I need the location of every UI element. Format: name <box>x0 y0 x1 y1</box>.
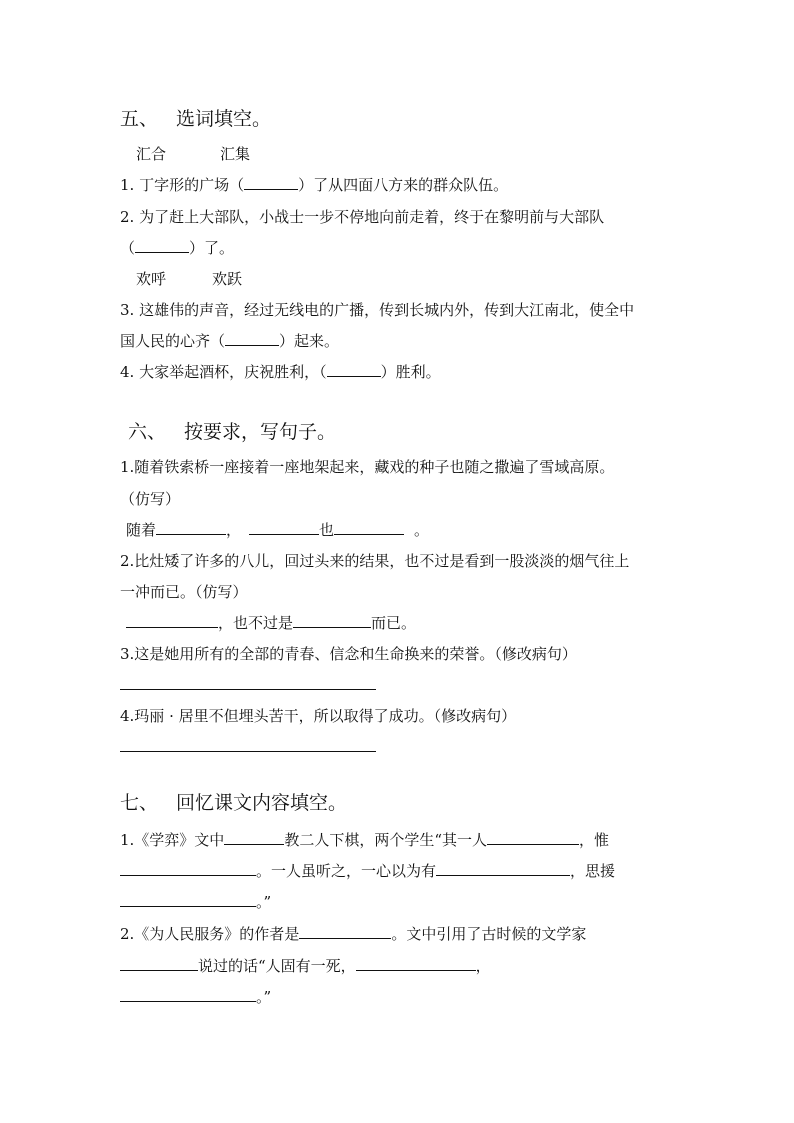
frame-text: 也 <box>319 521 335 539</box>
question-text: ）起来。 <box>279 332 340 350</box>
word-option: 汇合 <box>136 145 167 163</box>
s5-question-3 <box>120 300 634 320</box>
fill-blank[interactable] <box>225 331 279 346</box>
answer-line[interactable] <box>120 689 376 690</box>
section-6-heading <box>128 420 336 444</box>
frame-text: 而已。 <box>371 614 417 632</box>
fill-blank[interactable] <box>120 892 256 907</box>
question-text: 4.玛丽 · 居里不但埋头苦干，所以取得了成功。（修改病句） <box>120 707 517 725</box>
question-text: 2.比灶矮了许多的八儿，回过头来的结果，也不过是看到一股淡淡的烟气往上 <box>120 552 630 570</box>
s7-question-2-end <box>120 987 271 1007</box>
s6-question-4 <box>120 706 516 726</box>
s7-question-2 <box>120 924 586 944</box>
section-6-title: 按要求，写句子。 <box>184 421 337 443</box>
fill-blank[interactable] <box>293 613 371 628</box>
fill-blank[interactable] <box>299 924 391 939</box>
question-text: 4. 大家举起酒杯，庆祝胜利，（ <box>120 363 327 381</box>
question-text: ，惟 <box>578 831 609 849</box>
fill-blank[interactable] <box>120 956 198 971</box>
question-text: 1. 丁字形的广场（ <box>120 176 245 194</box>
section-5-number: 五、 <box>120 108 159 130</box>
question-text: 教二人下棋，两个学生“其一人 <box>284 831 487 849</box>
s6-question-2-cont <box>120 582 248 602</box>
s6-question-2-frame <box>126 613 416 633</box>
s6-question-1-frame <box>126 520 429 540</box>
question-text: 。文中引用了古时候的文学家 <box>391 925 587 943</box>
word-choices-1 <box>136 144 250 164</box>
question-text: ）胜利。 <box>380 363 441 381</box>
question-note: （仿写） <box>120 490 181 508</box>
section-7-heading <box>120 791 347 815</box>
s7-question-1 <box>120 830 609 850</box>
question-text: ， <box>475 957 491 975</box>
section-7-title: 回忆课文内容填空。 <box>176 792 348 814</box>
question-text: ）了。 <box>189 239 235 257</box>
fill-blank[interactable] <box>436 861 570 876</box>
question-text: ）了从四面八方来的群众队伍。 <box>298 176 509 194</box>
section-5-heading <box>120 107 271 131</box>
fill-blank[interactable] <box>356 956 476 971</box>
s6-question-1-note <box>120 489 180 509</box>
fill-blank[interactable] <box>135 238 189 253</box>
s5-question-4 <box>120 362 441 382</box>
word-option: 汇集 <box>220 145 251 163</box>
s7-question-1-end <box>120 892 271 912</box>
word-option: 欢跃 <box>212 270 243 288</box>
fill-blank[interactable] <box>156 520 226 535</box>
frame-text: 随着 <box>126 521 157 539</box>
fill-blank[interactable] <box>126 613 218 628</box>
question-text: 3. 这雄伟的声音，经过无线电的广播，传到长城内外，传到大江南北，使全中 <box>120 301 635 319</box>
frame-text: 。 <box>414 521 430 539</box>
question-text: 。” <box>256 893 272 911</box>
answer-line[interactable] <box>120 751 376 752</box>
question-text: 3.这是她用所有的全部的青春、信念和生命换来的荣誉。（修改病句） <box>120 645 577 663</box>
s6-question-3 <box>120 644 577 664</box>
question-text: 2. 为了赶上大部队，小战士一步不停地向前走着，终于在黎明前与大部队 <box>120 208 605 226</box>
s5-question-1 <box>120 175 508 195</box>
question-text: 国人民的心齐（ <box>120 332 226 350</box>
s5-question-3-cont <box>120 331 339 351</box>
frame-text: ， <box>226 521 242 539</box>
question-text: ，思援 <box>570 862 616 880</box>
fill-blank[interactable] <box>334 520 404 535</box>
section-7-number: 七、 <box>120 792 159 814</box>
question-text: （ <box>120 239 136 257</box>
question-text: 2.《为人民服务》的作者是 <box>120 925 300 943</box>
question-text: 1.随着铁索桥一座接着一座地架起来，藏戏的种子也随之撒遍了雪域高原。 <box>120 458 615 476</box>
s7-question-1-cont <box>120 861 615 881</box>
word-option: 欢呼 <box>136 270 167 288</box>
s5-question-2 <box>120 207 604 227</box>
question-text: 说过的话“人固有一死， <box>198 957 356 975</box>
question-text: 。一人虽听之，一心以为有 <box>256 862 437 880</box>
question-text: 1.《学弈》文中 <box>120 831 225 849</box>
fill-blank[interactable] <box>487 830 579 845</box>
s6-question-2 <box>120 551 629 571</box>
fill-blank[interactable] <box>120 861 256 876</box>
section-6-number: 六、 <box>128 421 167 443</box>
section-5-title: 选词填空。 <box>176 108 272 130</box>
question-text: 。” <box>256 988 272 1006</box>
s5-question-2-cont <box>120 238 234 258</box>
fill-blank[interactable] <box>327 362 381 377</box>
question-text: 一冲而已。（仿写） <box>120 583 248 601</box>
fill-blank[interactable] <box>224 830 284 845</box>
word-choices-2 <box>136 269 242 289</box>
frame-text: ，也不过是 <box>218 614 294 632</box>
s7-question-2-cont <box>120 956 491 976</box>
s6-question-1 <box>120 457 614 477</box>
fill-blank[interactable] <box>249 520 319 535</box>
fill-blank[interactable] <box>244 175 298 190</box>
fill-blank[interactable] <box>120 987 256 1002</box>
